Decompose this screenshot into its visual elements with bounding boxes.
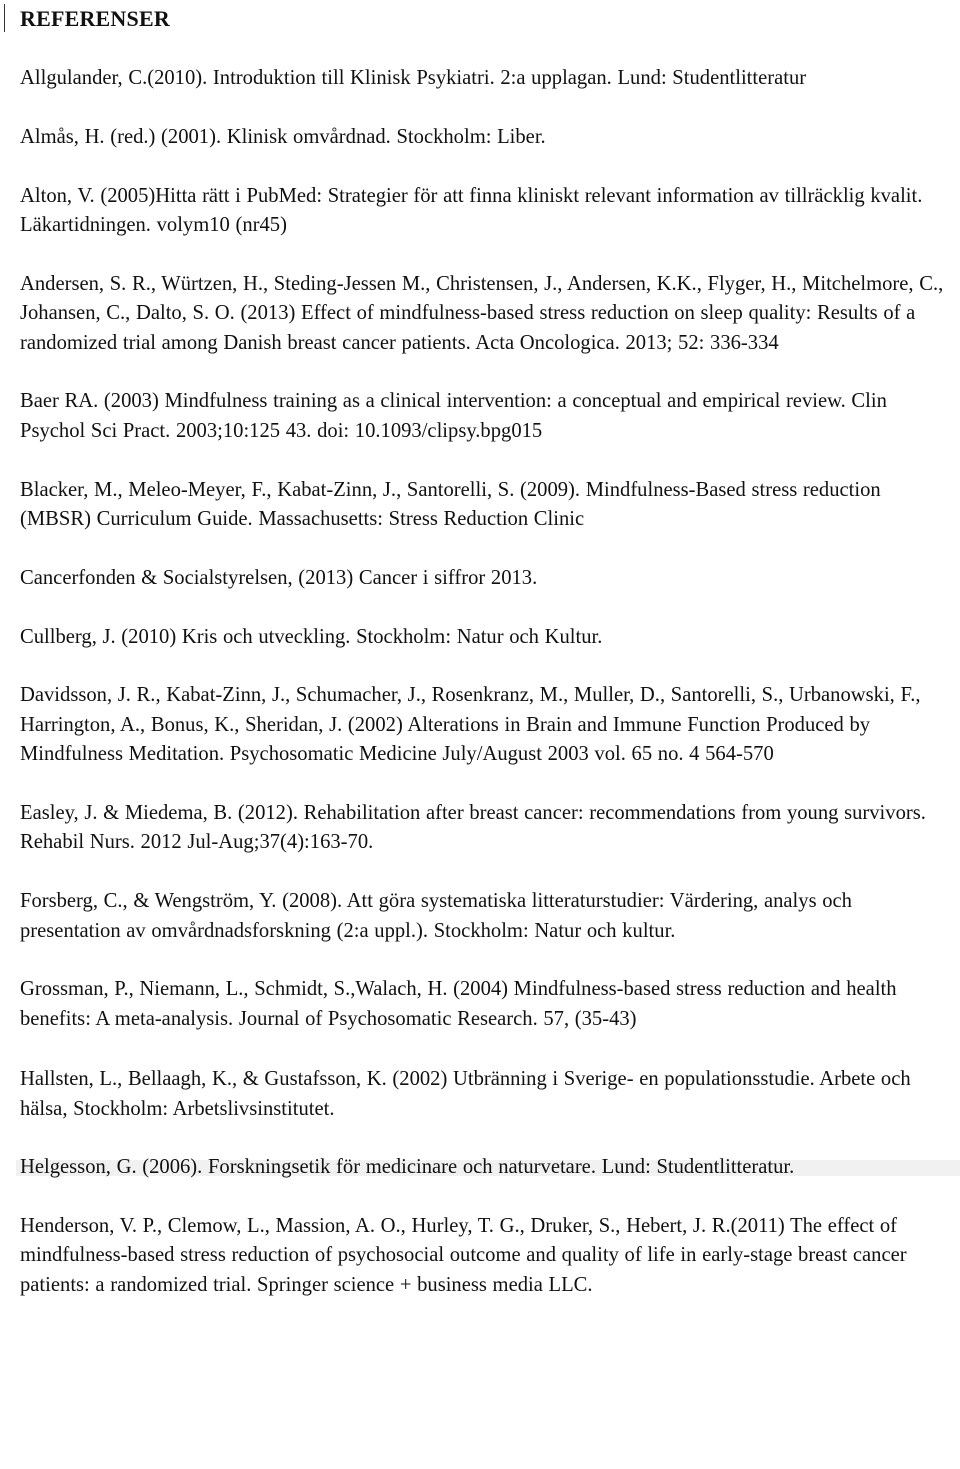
reference-item: Helgesson, G. (2006). Forskningsetik för medicinare och naturvetare. Lund: Studentlitteratur. [20,1156,795,1179]
reference-item: Allgulander, C.(2010). Introduktion till Klinisk Psykiatri. 2:a upplagan. Lund: Studentlitteratur [20,67,807,89]
reference-item: Cullberg, J. (2010) Kris och utveckling. Stockholm: Natur och Kultur. [20,625,603,648]
document-page [20,0,950,1329]
reference-list [20,64,950,1300]
reference-item: Hallsten, L., Bellaagh, K., & Gustafsson, K. (2002) Utbränning i Sverige- en populationsstudie. Arbete och hälsa, Stockholm: Arbetslivsinstitutet. [20,1068,911,1120]
reference-item: Andersen, S. R., Würtzen, H., Steding-Jessen M., Christensen, J., Andersen, K.K., Flyger, H., Mitchelmore, C., Johansen, C., Dalto, S. O. (2013) Effect of mindfulness-based stress reduction on sleep quality: Results of a randomized trial among Danish breast cancer patients. Acta Oncologica. 2013; 52: 336-334 [20,272,944,354]
page-title: REFERENSER [20,6,170,31]
margin-change-bar [4,4,5,32]
reference-item: Henderson, V. P., Clemow, L., Massion, A. O., Hurley, T. G., Druker, S., Hebert, J. R.(2011) The effect of mindfulness-based stress reduction of psychosocial outcome and quality of life in early-stage breast cancer patients: a randomized trial. Springer science + business media LLC. [20,1214,907,1296]
reference-item: Forsberg, C., & Wengström, Y. (2008). Att göra systematiska litteraturstudier: Värdering, analys och presentation av omvårdnadsforskning (2:a uppl.). Stockholm: Natur och kultur. [20,890,852,942]
reference-item: Baer RA. (2003) Mindfulness training as a clinical intervention: a conceptual and empirical review. Clin Psychol Sci Pract. 2003;10:125 43. doi: 10.1093/clipsy.bpg015 [20,390,887,442]
reference-item: Blacker, M., Meleo-Meyer, F., Kabat-Zinn, J., Santorelli, S. (2009). Mindfulness-Based stress reduction (MBSR) Curriculum Guide. Massachusetts: Stress Reduction Clinic [20,478,881,531]
reference-item: Easley, J. & Miedema, B. (2012). Rehabilitation after breast cancer: recommendations from young survivors. Rehabil Nurs. 2012 Jul-Aug;37(4):163-70. [20,802,926,854]
reference-item: Almås, H. (red.) (2001). Klinisk omvårdnad. Stockholm: Liber. [20,125,546,148]
reference-item: Cancerfonden & Socialstyrelsen, (2013) Cancer i siffror 2013. [20,566,538,589]
reference-item: Alton, V. (2005)Hitta rätt i PubMed: Strategier för att finna kliniskt relevant information av tillräcklig kvalit. Läkartidningen. volym10 (nr45) [20,184,923,236]
reference-item: Davidsson, J. R., Kabat-Zinn, J., Schumacher, J., Rosenkranz, M., Muller, D., Santorelli, S., Urbanowski, F., Harrington, A., Bonus, K., Sheridan, J. (2002) Alterations in Brain and Immune Function Produced by Mindfulness Meditation. Psychosomatic Medicine July/August 2003 vol. 65 no. 4 564-570 [20,684,921,766]
reference-item: Grossman, P., Niemann, L., Schmidt, S.,Walach, H. (2004) Mindfulness-based stress reduction and health benefits: A meta-analysis. Journal of Psychosomatic Research. 57, (35-43) [20,978,897,1030]
